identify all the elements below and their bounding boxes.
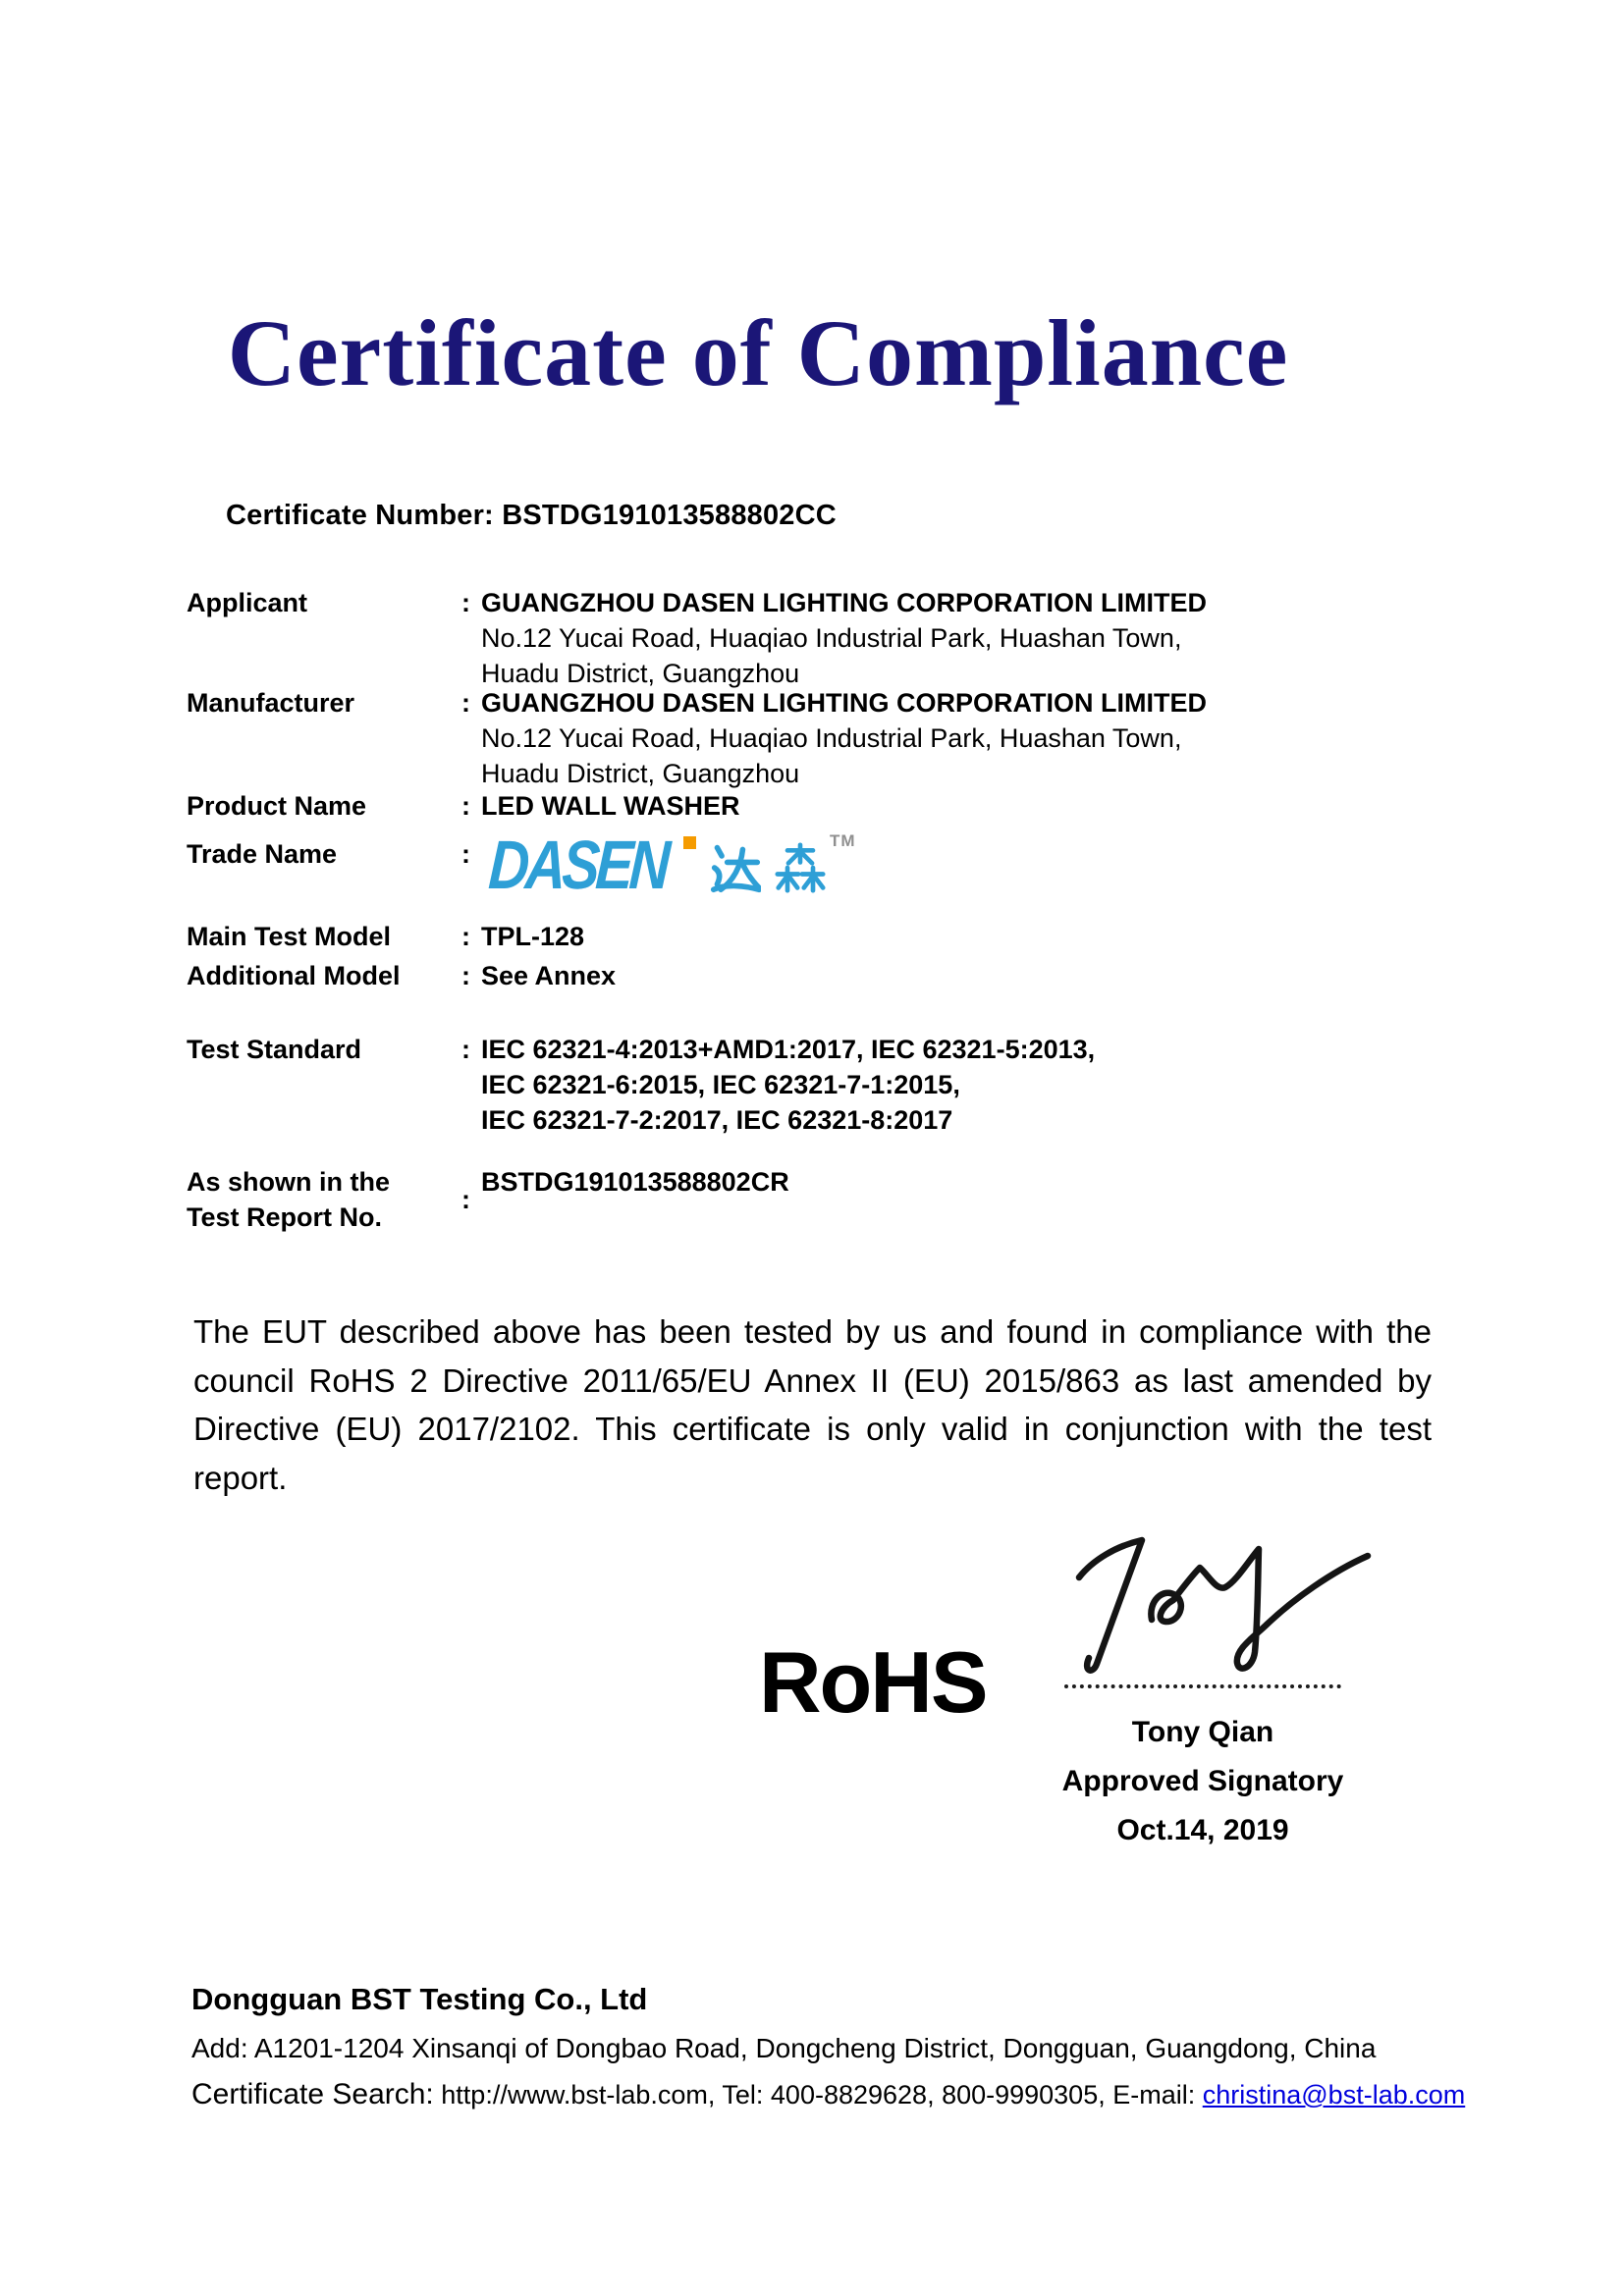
- applicant-address-line1: No.12 Yucai Road, Huaqiao Industrial Park, Huashan Town,: [481, 623, 1182, 653]
- field-row-additional-model: [187, 958, 1453, 993]
- manufacturer-address-line2: Huadu District, Guangzhou: [481, 759, 800, 788]
- test-standard-value: [481, 1032, 1095, 1138]
- signatory-role: Approved Signatory: [1061, 1765, 1344, 1797]
- certificate-number-row: [226, 496, 837, 535]
- rohs-mark: RoHS: [759, 1633, 987, 1731]
- manufacturer-label: Manufacturer: [187, 688, 355, 718]
- test-report-colon: :: [461, 1185, 470, 1214]
- certificate-number-label: Certificate Number:: [226, 500, 494, 531]
- test-report-label-line2: Test Report No.: [187, 1202, 383, 1232]
- test-report-label-line1: As shown in the: [187, 1167, 391, 1197]
- signature-image: [1065, 1524, 1375, 1680]
- signatory-date: Oct.14, 2019: [1116, 1814, 1289, 1846]
- field-row-trade-name: [187, 827, 1453, 903]
- main-test-model-label: Main Test Model: [187, 922, 392, 951]
- product-name-colon: :: [461, 791, 470, 821]
- field-row-test-report: [187, 1164, 1453, 1235]
- test-standard-line2: IEC 62321-6:2015, IEC 62321-7-1:2015,: [481, 1070, 960, 1099]
- test-standard-colon: :: [461, 1035, 470, 1064]
- certificate-title: Certificate of Compliance: [227, 300, 1289, 405]
- applicant-address-line2: Huadu District, Guangzhou: [481, 659, 800, 688]
- manufacturer-colon: :: [461, 688, 470, 718]
- product-name-label: Product Name: [187, 791, 367, 821]
- signatory-name: Tony Qian: [1131, 1716, 1274, 1748]
- footer-address: Add: A1201-1204 Xinsanqi of Dongbao Road, Dongcheng District, Dongguan, Guangdong, China: [191, 2033, 1377, 2063]
- dasen-logo-accent-square: [683, 836, 696, 849]
- test-standard-line1: IEC 62321-4:2013+AMD1:2017, IEC 62321-5:2013,: [481, 1035, 1096, 1064]
- test-report-value: BSTDG191013588802CR: [481, 1167, 789, 1197]
- applicant-value: [481, 585, 1207, 691]
- additional-model-value: See Annex: [481, 961, 617, 990]
- product-name-value: LED WALL WASHER: [481, 791, 740, 821]
- trade-name-colon: :: [461, 839, 470, 869]
- test-report-label: [187, 1164, 461, 1235]
- cn-char-da-icon: [710, 840, 761, 895]
- dasen-logo: [486, 827, 856, 903]
- manufacturer-address-line1: No.12 Yucai Road, Huaqiao Industrial Park, Huashan Town,: [481, 723, 1182, 753]
- certificate-search-email-link[interactable]: christina@bst-lab.com: [1202, 2080, 1466, 2109]
- applicant-company: GUANGZHOU DASEN LIGHTING CORPORATION LIMITED: [481, 588, 1207, 617]
- trade-name-value: [481, 827, 856, 903]
- manufacturer-company: GUANGZHOU DASEN LIGHTING CORPORATION LIMITED: [481, 688, 1207, 718]
- test-standard-label: Test Standard: [187, 1035, 362, 1064]
- footer-company-name: Dongguan BST Testing Co., Ltd: [191, 1982, 648, 2016]
- certificate-number-value: BSTDG191013588802CC: [502, 500, 837, 531]
- main-test-model-value: TPL-128: [481, 922, 585, 951]
- test-standard-line3: IEC 62321-7-2:2017, IEC 62321-8:2017: [481, 1105, 953, 1135]
- additional-model-colon: :: [461, 961, 470, 990]
- applicant-colon: :: [461, 588, 470, 617]
- field-row-manufacturer: [187, 685, 1453, 791]
- applicant-label: Applicant: [187, 588, 308, 617]
- certificate-search-text: http://www.bst-lab.com, Tel: 400-8829628, 800-9990305, E-mail:: [433, 2080, 1203, 2109]
- certificate-search-line: [191, 2075, 1465, 2114]
- field-row-main-test-model: [187, 919, 1453, 954]
- dasen-logo-tm: TM: [830, 831, 856, 850]
- field-row-applicant: [187, 585, 1453, 691]
- dasen-logo-cn-glyphs: [710, 840, 826, 895]
- trade-name-label: Trade Name: [187, 839, 338, 869]
- field-row-test-standard: [187, 1032, 1453, 1138]
- dasen-logo-latin: DASEN: [486, 827, 669, 903]
- main-test-model-colon: :: [461, 922, 470, 951]
- signature-dotted-line: [1064, 1684, 1341, 1688]
- cn-char-sen-icon: [775, 840, 826, 895]
- field-row-product-name: [187, 788, 1453, 824]
- signatory-block: [1026, 1708, 1380, 1855]
- compliance-statement: The EUT described above has been tested by us and found in compliance with the council RoHS 2 Directive 2011/65/EU Annex II (EU) 2015/863 as last amended by Directive (EU) 2017/2102. This certificate is only valid in conjunction with the test report.: [193, 1313, 1432, 1496]
- additional-model-label: Additional Model: [187, 961, 401, 990]
- certificate-search-label: Certificate Search:: [191, 2078, 434, 2110]
- manufacturer-value: [481, 685, 1207, 791]
